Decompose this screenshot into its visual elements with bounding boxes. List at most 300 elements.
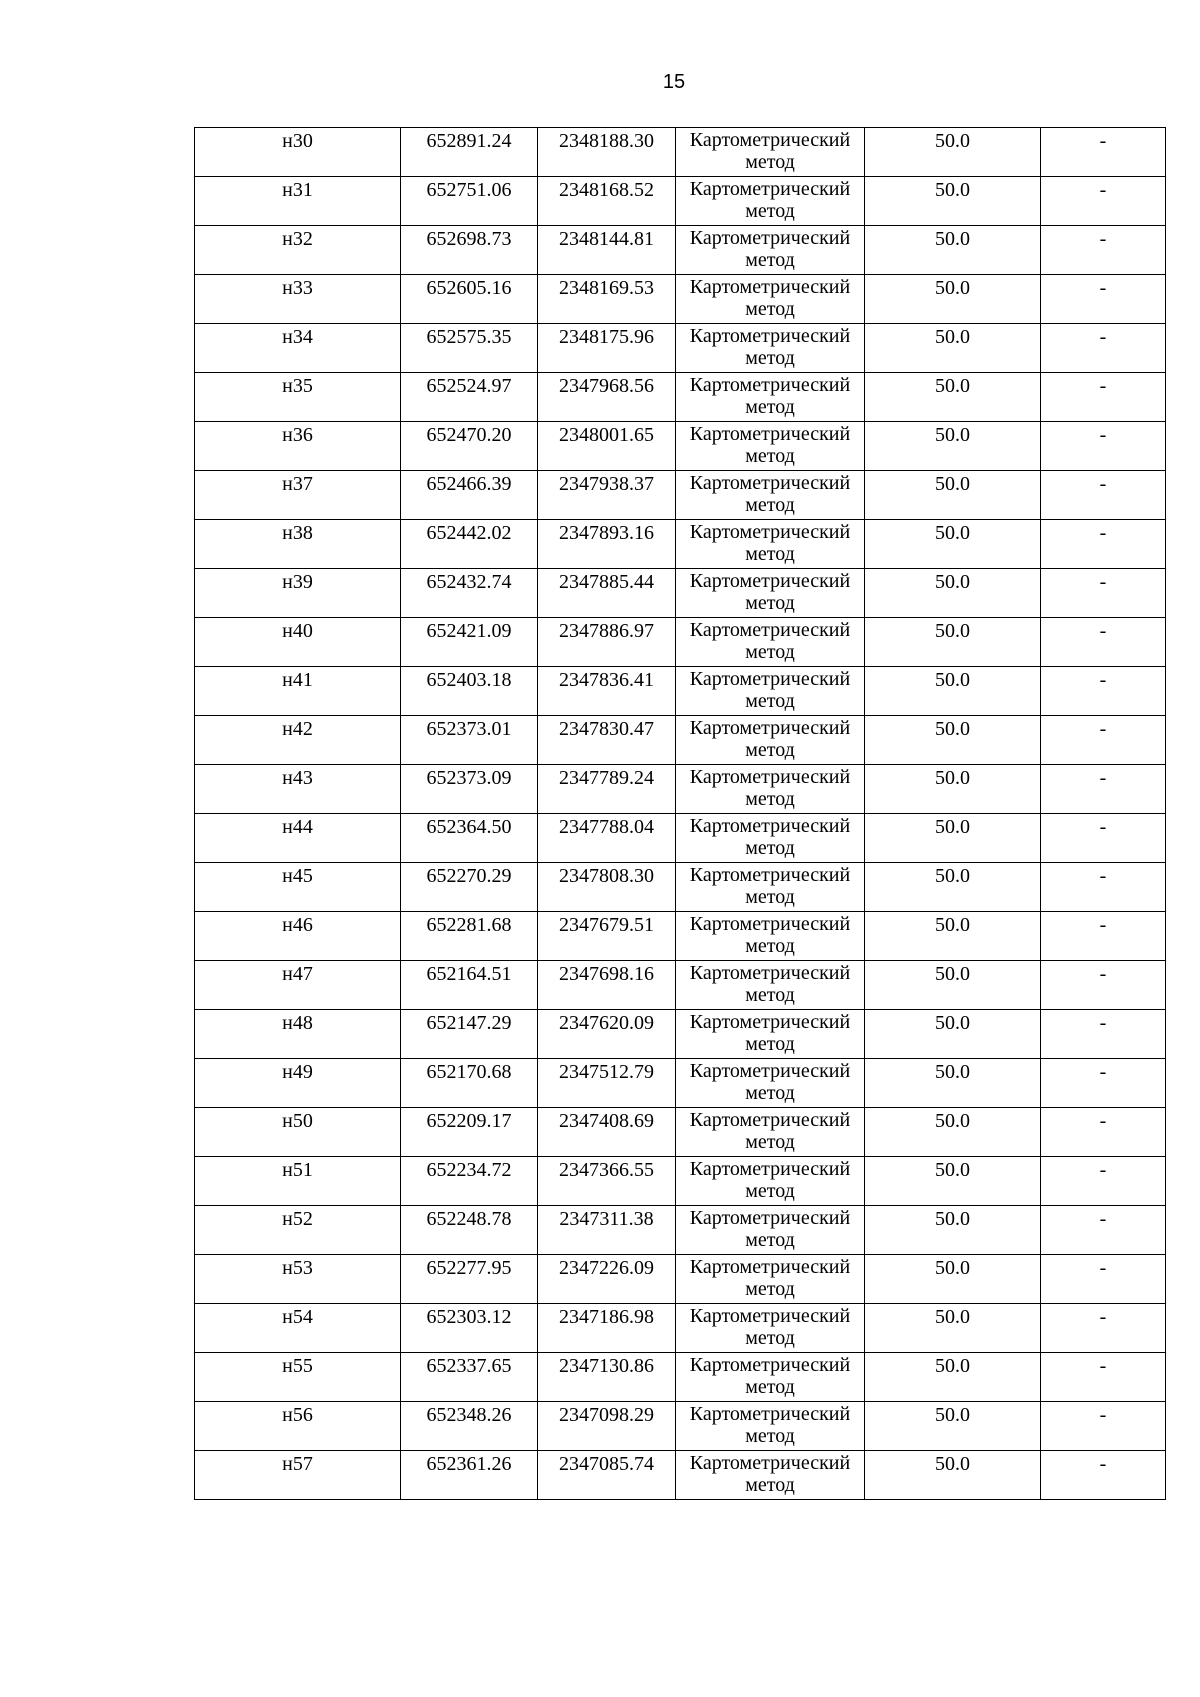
method-cell: [676, 1059, 865, 1108]
note-cell-text: -: [1099, 1012, 1107, 1034]
table-row: [195, 373, 1166, 422]
method-cell-text: Картометрический метод: [689, 717, 851, 761]
x-coordinate-cell-text: 652442.02: [426, 522, 512, 544]
accuracy-cell: [865, 1255, 1041, 1304]
x-coordinate-cell-text: 652209.17: [426, 1110, 512, 1132]
accuracy-cell-text: 50.0: [935, 1208, 970, 1230]
method-cell: [676, 128, 865, 177]
y-coordinate-cell: [538, 814, 676, 863]
note-cell: [1041, 1157, 1166, 1206]
y-coordinate-cell: [538, 128, 676, 177]
table-row: [195, 1353, 1166, 1402]
x-coordinate-cell: [401, 1304, 538, 1353]
table-row: [195, 814, 1166, 863]
y-coordinate-cell-text: 2347698.16: [559, 963, 654, 985]
method-cell: [676, 814, 865, 863]
x-coordinate-cell-text: 652466.39: [426, 473, 512, 495]
x-coordinate-cell-text: 652164.51: [426, 963, 512, 985]
note-cell-text: -: [1099, 767, 1107, 789]
point-name-cell-text: н34: [282, 326, 313, 348]
x-coordinate-cell: [401, 1108, 538, 1157]
point-name-cell: [195, 569, 401, 618]
method-cell: [676, 324, 865, 373]
note-cell: [1041, 716, 1166, 765]
y-coordinate-cell-text: 2347186.98: [559, 1306, 654, 1328]
point-name-cell: [195, 863, 401, 912]
x-coordinate-cell: [401, 471, 538, 520]
point-name-cell-text: н49: [282, 1061, 313, 1083]
method-cell-text: Картометрический метод: [689, 1011, 851, 1055]
x-coordinate-cell-text: 652575.35: [426, 326, 512, 348]
table-row: [195, 1304, 1166, 1353]
note-cell: [1041, 863, 1166, 912]
accuracy-cell-text: 50.0: [935, 277, 970, 299]
point-name-cell-text: н53: [282, 1257, 313, 1279]
note-cell-text: -: [1099, 277, 1107, 299]
point-name-cell-text: н50: [282, 1110, 313, 1132]
table-row: [195, 324, 1166, 373]
accuracy-cell-text: 50.0: [935, 1110, 970, 1132]
note-cell-text: -: [1099, 1355, 1107, 1377]
point-name-cell: [195, 226, 401, 275]
accuracy-cell: [865, 765, 1041, 814]
note-cell: [1041, 1059, 1166, 1108]
point-name-cell-text: н38: [282, 522, 313, 544]
y-coordinate-cell: [538, 471, 676, 520]
note-cell: [1041, 618, 1166, 667]
y-coordinate-cell: [538, 716, 676, 765]
x-coordinate-cell-text: 652524.97: [426, 375, 512, 397]
note-cell-text: -: [1099, 914, 1107, 936]
note-cell: [1041, 422, 1166, 471]
accuracy-cell-text: 50.0: [935, 375, 970, 397]
accuracy-cell-text: 50.0: [935, 718, 970, 740]
y-coordinate-cell: [538, 1059, 676, 1108]
x-coordinate-cell-text: 652373.01: [426, 718, 512, 740]
x-coordinate-cell-text: 652337.65: [426, 1355, 512, 1377]
method-cell-text: Картометрический метод: [689, 864, 851, 908]
note-cell: [1041, 324, 1166, 373]
note-cell: [1041, 1304, 1166, 1353]
method-cell: [676, 1304, 865, 1353]
y-coordinate-cell: [538, 373, 676, 422]
accuracy-cell: [865, 1010, 1041, 1059]
y-coordinate-cell-text: 2347938.37: [559, 473, 654, 495]
point-name-cell: [195, 1451, 401, 1500]
point-name-cell: [195, 814, 401, 863]
point-name-cell-text: н46: [282, 914, 313, 936]
table-row: [195, 912, 1166, 961]
y-coordinate-cell: [538, 1402, 676, 1451]
y-coordinate-cell-text: 2347408.69: [559, 1110, 654, 1132]
accuracy-cell-text: 50.0: [935, 1257, 970, 1279]
x-coordinate-cell: [401, 814, 538, 863]
x-coordinate-cell: [401, 275, 538, 324]
note-cell: [1041, 765, 1166, 814]
accuracy-cell: [865, 1451, 1041, 1500]
table-row: [195, 422, 1166, 471]
point-name-cell: [195, 667, 401, 716]
point-name-cell: [195, 422, 401, 471]
note-cell-text: -: [1099, 522, 1107, 544]
x-coordinate-cell-text: 652270.29: [426, 865, 512, 887]
x-coordinate-cell: [401, 177, 538, 226]
method-cell: [676, 1353, 865, 1402]
accuracy-cell: [865, 1157, 1041, 1206]
method-cell-text: Картометрический метод: [689, 1109, 851, 1153]
method-cell: [676, 765, 865, 814]
method-cell: [676, 716, 865, 765]
table-row: [195, 128, 1166, 177]
accuracy-cell-text: 50.0: [935, 1159, 970, 1181]
note-cell: [1041, 1010, 1166, 1059]
note-cell: [1041, 667, 1166, 716]
table-row: [195, 1402, 1166, 1451]
method-cell-text: Картометрический метод: [689, 227, 851, 271]
note-cell: [1041, 569, 1166, 618]
table-row: [195, 1059, 1166, 1108]
accuracy-cell-text: 50.0: [935, 326, 970, 348]
y-coordinate-cell: [538, 1206, 676, 1255]
method-cell-text: Картометрический метод: [689, 374, 851, 418]
x-coordinate-cell-text: 652303.12: [426, 1306, 512, 1328]
y-coordinate-cell-text: 2347098.29: [559, 1404, 654, 1426]
method-cell-text: Картометрический метод: [689, 962, 851, 1006]
note-cell: [1041, 912, 1166, 961]
y-coordinate-cell: [538, 1353, 676, 1402]
accuracy-cell-text: 50.0: [935, 522, 970, 544]
method-cell-text: Картометрический метод: [689, 521, 851, 565]
x-coordinate-cell-text: 652170.68: [426, 1061, 512, 1083]
page-number: 15: [662, 71, 686, 93]
y-coordinate-cell: [538, 1157, 676, 1206]
table-row: [195, 667, 1166, 716]
x-coordinate-cell: [401, 1402, 538, 1451]
note-cell-text: -: [1099, 571, 1107, 593]
point-name-cell-text: н52: [282, 1208, 313, 1230]
method-cell: [676, 912, 865, 961]
point-name-cell-text: н31: [282, 179, 313, 201]
table-row: [195, 1157, 1166, 1206]
y-coordinate-cell: [538, 1304, 676, 1353]
x-coordinate-cell: [401, 422, 538, 471]
point-name-cell-text: н43: [282, 767, 313, 789]
method-cell-text: Картометрический метод: [689, 129, 851, 173]
table-row: [195, 1206, 1166, 1255]
x-coordinate-cell-text: 652361.26: [426, 1453, 512, 1475]
point-name-cell: [195, 520, 401, 569]
table-row: [195, 1255, 1166, 1304]
y-coordinate-cell: [538, 667, 676, 716]
method-cell-text: Картометрический метод: [689, 1452, 851, 1496]
y-coordinate-cell-text: 2347620.09: [559, 1012, 654, 1034]
y-coordinate-cell-text: 2348188.30: [559, 130, 654, 152]
coordinates-table-body: [195, 128, 1166, 1500]
table-row: [195, 961, 1166, 1010]
point-name-cell: [195, 1206, 401, 1255]
note-cell-text: -: [1099, 179, 1107, 201]
point-name-cell: [195, 471, 401, 520]
y-coordinate-cell: [538, 226, 676, 275]
x-coordinate-cell: [401, 765, 538, 814]
y-coordinate-cell-text: 2347226.09: [559, 1257, 654, 1279]
note-cell-text: -: [1099, 1208, 1107, 1230]
point-name-cell: [195, 961, 401, 1010]
note-cell: [1041, 177, 1166, 226]
point-name-cell-text: н45: [282, 865, 313, 887]
y-coordinate-cell-text: 2347808.30: [559, 865, 654, 887]
method-cell: [676, 667, 865, 716]
table-row: [195, 569, 1166, 618]
accuracy-cell: [865, 863, 1041, 912]
y-coordinate-cell-text: 2348144.81: [559, 228, 654, 250]
x-coordinate-cell: [401, 373, 538, 422]
method-cell: [676, 226, 865, 275]
note-cell: [1041, 1108, 1166, 1157]
y-coordinate-cell: [538, 863, 676, 912]
x-coordinate-cell-text: 652403.18: [426, 669, 512, 691]
point-name-cell-text: н41: [282, 669, 313, 691]
method-cell: [676, 422, 865, 471]
method-cell-text: Картометрический метод: [689, 668, 851, 712]
x-coordinate-cell-text: 652147.29: [426, 1012, 512, 1034]
table-row: [195, 618, 1166, 667]
note-cell: [1041, 373, 1166, 422]
point-name-cell-text: н48: [282, 1012, 313, 1034]
method-cell-text: Картометрический метод: [689, 1158, 851, 1202]
x-coordinate-cell-text: 652432.74: [426, 571, 512, 593]
table-row: [195, 1451, 1166, 1500]
method-cell: [676, 373, 865, 422]
point-name-cell: [195, 324, 401, 373]
method-cell: [676, 1451, 865, 1500]
y-coordinate-cell-text: 2348168.52: [559, 179, 654, 201]
x-coordinate-cell-text: 652421.09: [426, 620, 512, 642]
y-coordinate-cell-text: 2347789.24: [559, 767, 654, 789]
accuracy-cell-text: 50.0: [935, 1306, 970, 1328]
note-cell-text: -: [1099, 1159, 1107, 1181]
note-cell-text: -: [1099, 1306, 1107, 1328]
note-cell-text: -: [1099, 1453, 1107, 1475]
x-coordinate-cell-text: 652373.09: [426, 767, 512, 789]
point-name-cell: [195, 765, 401, 814]
accuracy-cell-text: 50.0: [935, 1012, 970, 1034]
x-coordinate-cell-text: 652277.95: [426, 1257, 512, 1279]
point-name-cell-text: н40: [282, 620, 313, 642]
y-coordinate-cell: [538, 912, 676, 961]
y-coordinate-cell: [538, 765, 676, 814]
note-cell-text: -: [1099, 669, 1107, 691]
table-row: [195, 716, 1166, 765]
accuracy-cell: [865, 1206, 1041, 1255]
accuracy-cell-text: 50.0: [935, 669, 970, 691]
note-cell: [1041, 1206, 1166, 1255]
method-cell-text: Картометрический метод: [689, 570, 851, 614]
note-cell-text: -: [1099, 130, 1107, 152]
point-name-cell: [195, 1157, 401, 1206]
note-cell: [1041, 1353, 1166, 1402]
note-cell: [1041, 226, 1166, 275]
method-cell: [676, 618, 865, 667]
x-coordinate-cell: [401, 1059, 538, 1108]
x-coordinate-cell: [401, 569, 538, 618]
method-cell-text: Картометрический метод: [689, 325, 851, 369]
table-row: [195, 765, 1166, 814]
y-coordinate-cell: [538, 1255, 676, 1304]
y-coordinate-cell: [538, 422, 676, 471]
x-coordinate-cell-text: 652698.73: [426, 228, 512, 250]
accuracy-cell-text: 50.0: [935, 571, 970, 593]
y-coordinate-cell-text: 2347836.41: [559, 669, 654, 691]
x-coordinate-cell-text: 652281.68: [426, 914, 512, 936]
point-name-cell: [195, 1108, 401, 1157]
y-coordinate-cell: [538, 961, 676, 1010]
y-coordinate-cell: [538, 324, 676, 373]
method-cell: [676, 275, 865, 324]
method-cell-text: Картометрический метод: [689, 423, 851, 467]
point-name-cell-text: н57: [282, 1453, 313, 1475]
x-coordinate-cell: [401, 618, 538, 667]
note-cell: [1041, 1255, 1166, 1304]
point-name-cell: [195, 1402, 401, 1451]
x-coordinate-cell: [401, 912, 538, 961]
note-cell-text: -: [1099, 473, 1107, 495]
note-cell: [1041, 814, 1166, 863]
note-cell-text: -: [1099, 1404, 1107, 1426]
accuracy-cell: [865, 1108, 1041, 1157]
note-cell: [1041, 1402, 1166, 1451]
x-coordinate-cell: [401, 667, 538, 716]
note-cell-text: -: [1099, 326, 1107, 348]
method-cell-text: Картометрический метод: [689, 1305, 851, 1349]
note-cell-text: -: [1099, 1257, 1107, 1279]
point-name-cell-text: н54: [282, 1306, 313, 1328]
accuracy-cell-text: 50.0: [935, 963, 970, 985]
point-name-cell-text: н51: [282, 1159, 313, 1181]
accuracy-cell-text: 50.0: [935, 1061, 970, 1083]
accuracy-cell: [865, 275, 1041, 324]
y-coordinate-cell-text: 2347886.97: [559, 620, 654, 642]
accuracy-cell: [865, 422, 1041, 471]
method-cell-text: Картометрический метод: [689, 1403, 851, 1447]
method-cell: [676, 1108, 865, 1157]
accuracy-cell-text: 50.0: [935, 473, 970, 495]
note-cell-text: -: [1099, 620, 1107, 642]
x-coordinate-cell: [401, 1353, 538, 1402]
accuracy-cell: [865, 1059, 1041, 1108]
y-coordinate-cell-text: 2348169.53: [559, 277, 654, 299]
accuracy-cell: [865, 618, 1041, 667]
table-row: [195, 275, 1166, 324]
accuracy-cell: [865, 814, 1041, 863]
method-cell: [676, 471, 865, 520]
y-coordinate-cell-text: 2347893.16: [559, 522, 654, 544]
method-cell: [676, 569, 865, 618]
accuracy-cell: [865, 128, 1041, 177]
x-coordinate-cell: [401, 1451, 538, 1500]
point-name-cell: [195, 177, 401, 226]
method-cell-text: Картометрический метод: [689, 1060, 851, 1104]
point-name-cell: [195, 716, 401, 765]
x-coordinate-cell-text: 652234.72: [426, 1159, 512, 1181]
method-cell: [676, 1010, 865, 1059]
method-cell-text: Картометрический метод: [689, 276, 851, 320]
accuracy-cell: [865, 1402, 1041, 1451]
table-row: [195, 863, 1166, 912]
accuracy-cell: [865, 667, 1041, 716]
note-cell-text: -: [1099, 228, 1107, 250]
point-name-cell-text: н42: [282, 718, 313, 740]
accuracy-cell-text: 50.0: [935, 865, 970, 887]
y-coordinate-cell-text: 2347130.86: [559, 1355, 654, 1377]
y-coordinate-cell: [538, 1010, 676, 1059]
method-cell: [676, 1206, 865, 1255]
x-coordinate-cell-text: 652751.06: [426, 179, 512, 201]
point-name-cell: [195, 275, 401, 324]
point-name-cell-text: н56: [282, 1404, 313, 1426]
accuracy-cell: [865, 961, 1041, 1010]
x-coordinate-cell-text: 652248.78: [426, 1208, 512, 1230]
accuracy-cell: [865, 912, 1041, 961]
accuracy-cell-text: 50.0: [935, 620, 970, 642]
point-name-cell: [195, 1255, 401, 1304]
method-cell-text: Картометрический метод: [689, 178, 851, 222]
y-coordinate-cell-text: 2347366.55: [559, 1159, 654, 1181]
point-name-cell-text: н39: [282, 571, 313, 593]
accuracy-cell: [865, 1304, 1041, 1353]
x-coordinate-cell: [401, 1255, 538, 1304]
note-cell: [1041, 471, 1166, 520]
point-name-cell: [195, 912, 401, 961]
point-name-cell: [195, 128, 401, 177]
accuracy-cell-text: 50.0: [935, 914, 970, 936]
y-coordinate-cell: [538, 275, 676, 324]
note-cell: [1041, 961, 1166, 1010]
accuracy-cell: [865, 177, 1041, 226]
x-coordinate-cell-text: 652470.20: [426, 424, 512, 446]
table-row: [195, 1108, 1166, 1157]
point-name-cell-text: н44: [282, 816, 313, 838]
x-coordinate-cell: [401, 128, 538, 177]
y-coordinate-cell: [538, 1108, 676, 1157]
y-coordinate-cell-text: 2348175.96: [559, 326, 654, 348]
note-cell-text: -: [1099, 424, 1107, 446]
method-cell-text: Картометрический метод: [689, 913, 851, 957]
method-cell-text: Картометрический метод: [689, 619, 851, 663]
point-name-cell-text: н47: [282, 963, 313, 985]
x-coordinate-cell: [401, 961, 538, 1010]
y-coordinate-cell-text: 2347788.04: [559, 816, 654, 838]
x-coordinate-cell: [401, 226, 538, 275]
y-coordinate-cell-text: 2347679.51: [559, 914, 654, 936]
method-cell-text: Картометрический метод: [689, 1207, 851, 1251]
table-row: [195, 177, 1166, 226]
coordinates-table: [194, 127, 1166, 1500]
point-name-cell-text: н37: [282, 473, 313, 495]
accuracy-cell-text: 50.0: [935, 1453, 970, 1475]
table-row: [195, 1010, 1166, 1059]
point-name-cell: [195, 1059, 401, 1108]
accuracy-cell: [865, 226, 1041, 275]
accuracy-cell-text: 50.0: [935, 1355, 970, 1377]
point-name-cell: [195, 618, 401, 667]
point-name-cell-text: н36: [282, 424, 313, 446]
x-coordinate-cell: [401, 1157, 538, 1206]
accuracy-cell-text: 50.0: [935, 228, 970, 250]
x-coordinate-cell: [401, 1010, 538, 1059]
note-cell-text: -: [1099, 1110, 1107, 1132]
x-coordinate-cell: [401, 520, 538, 569]
